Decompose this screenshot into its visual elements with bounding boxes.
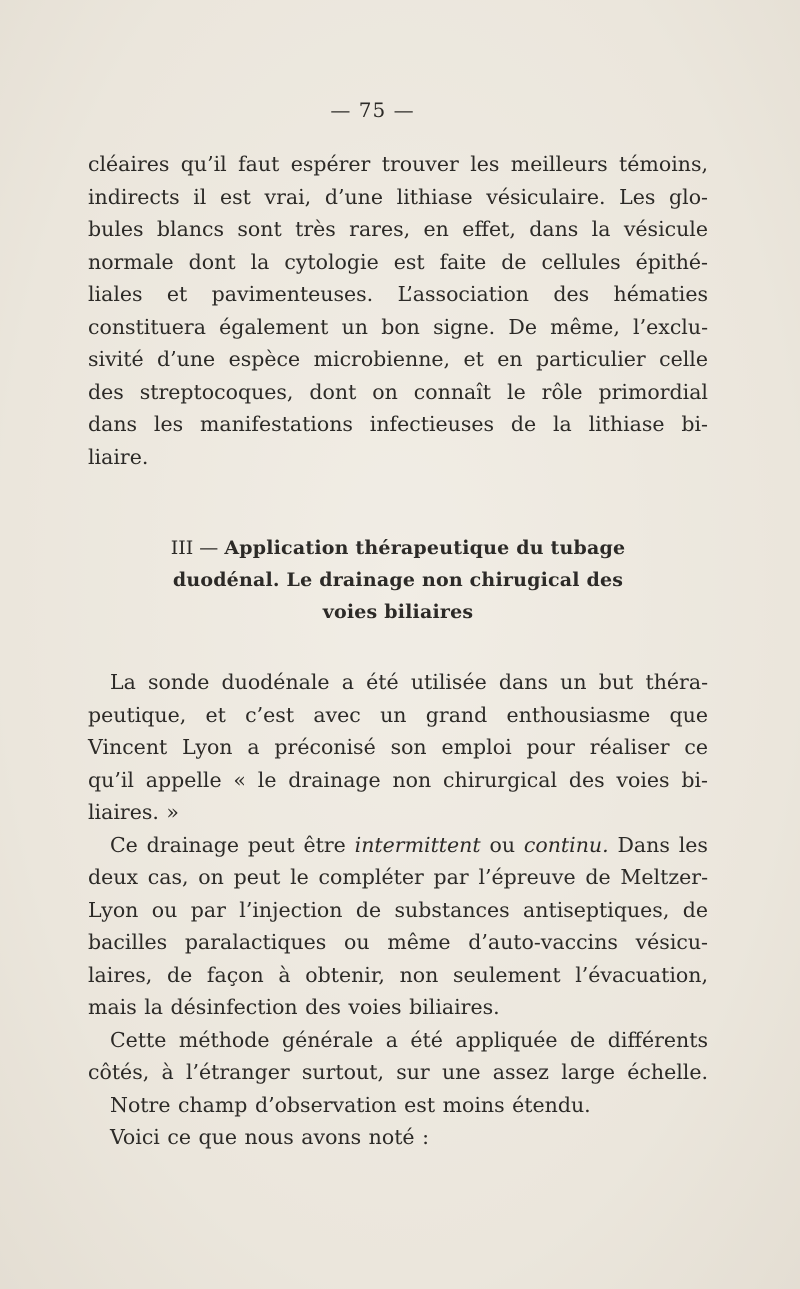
text-line: sivité d’une espèce microbienne, et en particulier celle bbox=[88, 347, 708, 371]
section-heading bbox=[88, 532, 708, 628]
text-line: Lyon ou par l’injection de substances antiseptiques, de bbox=[88, 897, 708, 922]
text-line: qu’il appelle « le drainage non chirurgical des voies bi- bbox=[88, 767, 708, 792]
section-numeral: III — bbox=[170, 537, 219, 559]
text-run: ou bbox=[489, 832, 516, 857]
text-line: bacilles paralactiques ou même d’auto-vaccins vésicu- bbox=[88, 930, 708, 954]
section-title-line: Application thérapeutique du tubage bbox=[224, 537, 626, 559]
text-line: Vincent Lyon a préconisé son emploi pour réaliser ce bbox=[88, 735, 708, 759]
paragraph-sonde bbox=[88, 666, 708, 1154]
emphasis-intermittent: intermittent bbox=[354, 832, 481, 857]
text-line: des streptocoques, dont on connaît le rôle primordial bbox=[88, 379, 708, 404]
text-line: liaire. bbox=[88, 444, 149, 469]
text-line: La sonde duodénale a été utilisée dans un but théra- bbox=[110, 670, 708, 694]
page-number: — 75 — bbox=[330, 98, 415, 122]
text-line: deux cas, on peut le compléter par l’épreuve de Meltzer- bbox=[88, 865, 708, 889]
section-title-line: voies biliaires bbox=[322, 601, 474, 623]
text-line: liaires. » bbox=[88, 800, 179, 824]
text-line: dans les manifestations infectieuses de la lithiase bi- bbox=[88, 412, 708, 436]
text-line: Voici ce que nous avons noté : bbox=[110, 1125, 429, 1149]
text-line: peutique, et c’est avec un grand enthousiasme que bbox=[88, 702, 708, 727]
text-run: Ce drainage peut être bbox=[110, 832, 346, 857]
text-line: normale dont la cytologie est faite de cellules épithé- bbox=[88, 249, 708, 274]
text-line: indirects il est vrai, d’une lithiase vésiculaire. Les glo- bbox=[88, 184, 708, 209]
emphasis-continu: continu. bbox=[523, 832, 609, 857]
paragraph-lithiase bbox=[88, 148, 708, 473]
text-line: Cette méthode générale a été appliquée de différents bbox=[110, 1027, 708, 1052]
text-line: laires, de façon à obtenir, non seulement l’évacuation, bbox=[88, 962, 708, 987]
text-line: bules blancs sont très rares, en effet, dans la vésicule bbox=[88, 217, 708, 241]
section-title-line: duodénal. Le drainage non chirugical des bbox=[172, 569, 624, 591]
text-line: mais la désinfection des voies biliaires. bbox=[88, 995, 500, 1019]
text-line: cléaires qu’il faut espérer trouver les meilleurs témoins, bbox=[88, 152, 708, 176]
text-line-mixed bbox=[88, 829, 708, 862]
text-line: constituera également un bon signe. De même, l’exclu- bbox=[88, 314, 708, 339]
text-line: Notre champ d’observation est moins étendu. bbox=[110, 1092, 591, 1117]
text-run: Dans les bbox=[617, 832, 708, 857]
text-line: côtés, à l’étranger surtout, sur une assez large échelle. bbox=[88, 1060, 708, 1084]
text-line: liales et pavimenteuses. L’association des hématies bbox=[88, 282, 708, 306]
